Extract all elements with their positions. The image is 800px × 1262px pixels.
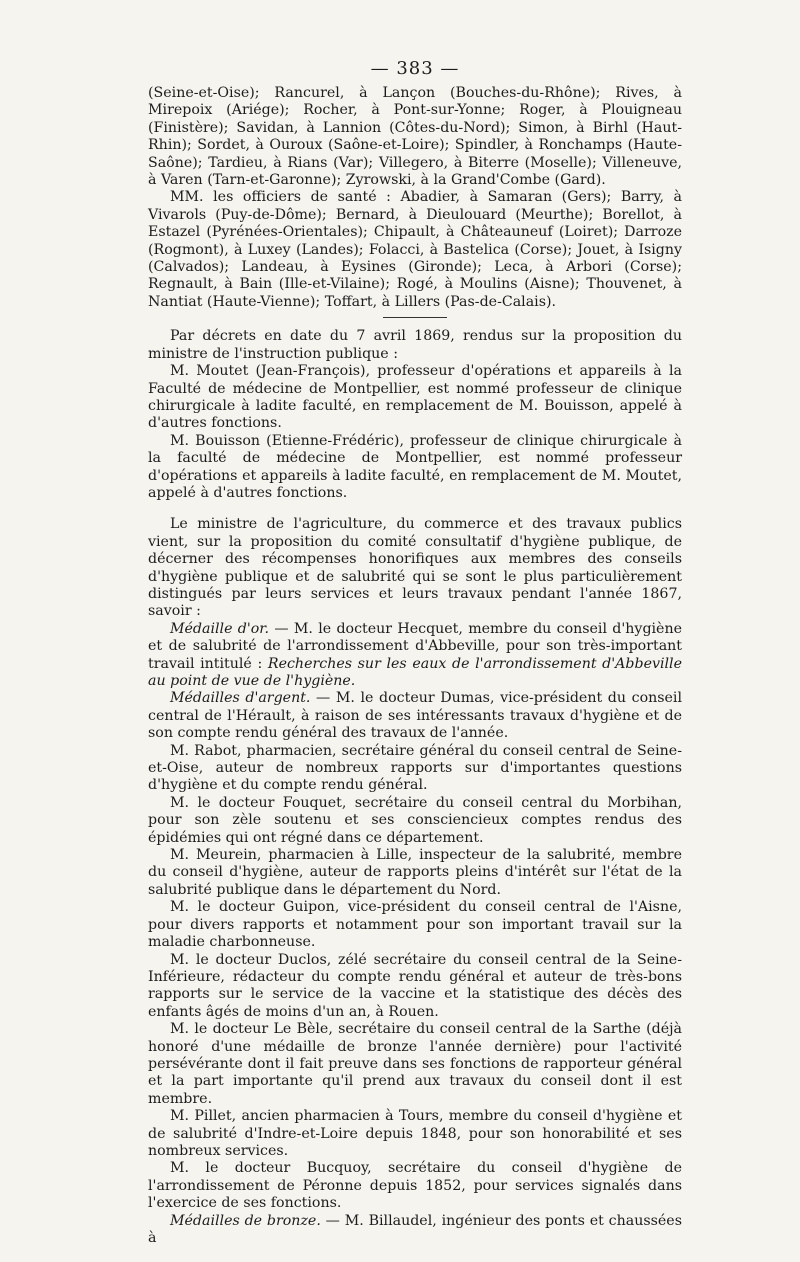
list-paragraph-2: MM. les officiers de santé : Abadier, à Samaran (Gers); Barry, à Vivarols (Puy-de-Dôme); Bernard, à Dieulouard (Meurthe); Borellot, à Estazel (Pyrénées-Orientales); Chipault, à Châteauneuf (Loiret); Darroze (Rogmont), à Luxey (Landes); Folacci, à Bastelica (Corse); Jouet, à Isigny (Calvados); Landeau, à Eysines (Gironde); Leca, à Arbori (Corse); Regnault, à Bain (Ille-et-Vilaine); Rogé, à Moulins (Aisne); Thouvenet, à Nantiat (Haute-Vienne); Toffart, à Lillers (Pas-de-Calais). — [148, 189, 682, 310]
award-paragraph-fouquet: M. le docteur Fouquet, secrétaire du conseil central du Morbihan, pour son zèle soutenu et ses consciencieux comptes rendus des épidémies qui ont régné dans ce département. — [148, 794, 682, 846]
award-paragraph-meurein: M. Meurein, pharmacien à Lille, inspecteur de la salubrité, membre du conseil d'hygiène, auteur de rapports pleins d'intérêt sur l'état de la salubrité publique dans le département du Nord. — [148, 847, 682, 898]
decree-bouisson: M. Bouisson (Etienne-Frédéric), professeur de clinique chirurgicale à la faculté de médecine de Montpellier, est nommé professeur d'opérations et appareils à ladite faculté, en remplacement de M. Moutet, appelé à d'autres fonctions. — [148, 432, 682, 501]
decree-moutet: M. Moutet (Jean-François), professeur d'opérations et appareils à la Faculté de médecine de Montpellier, est nommé professeur de clinique chirurgicale à ladite faculté, en remplacement de M. Bouisson, appelé à d'autres fonctions. — [148, 363, 682, 432]
page-number: — 383 — — [370, 58, 460, 79]
medailles-argent-text: — M. le docteur Dumas, vice-président du conseil central de l'Hérault, à raison de ses intéressants travaux d'hygiène et de son compte rendu général des travaux de l'année. — [148, 690, 682, 742]
medailles-bronze-label: Médailles de bronze. — [170, 1212, 321, 1229]
decree-intro: Par décrets en date du 7 avril 1869, rendus sur la proposition du ministre de l'instruction publique : — [148, 328, 682, 362]
award-paragraph-duclos: M. le docteur Duclos, zélé secrétaire du conseil central de la Seine-Inférieure, rédacteur du compte rendu général et auteur de très-bons rapports sur le service de la vaccine et la statistique des décès des enfants âgés de moins d'un an, à Rouen. — [148, 951, 682, 1020]
medailles-argent-paragraph — [148, 690, 682, 742]
award-paragraph-bucquoy: M. le docteur Bucquoy, secrétaire du conseil d'hygiène de l'arrondissement de Péronne depuis 1852, pour services signalés dans l'exercice de ses fonctions. — [148, 1160, 682, 1212]
medaille-or-text: — M. le docteur Hecquet, membre du conseil d'hygiène et de salubrité de l'arrondissement d'Abbeville, pour son très-important travail intitulé : — [148, 620, 682, 672]
award-paragraph-pillet: M. Pillet, ancien pharmacien à Tours, membre du conseil d'hygiène et de salubrité d'Indre-et-Loire depuis 1848, pour son honorabilité et ses nombreux services. — [148, 1108, 682, 1159]
medailles-argent-label: Médailles d'argent. — [170, 690, 311, 707]
awards-intro: Le ministre de l'agriculture, du commerce et des travaux publics vient, sur la proposition du comité consultatif d'hygiène publique, de décerner des récompenses honorifiques aux membres des conseils d'hygiène publique et de salubrité qui se sont le plus particulièrement distingués par leurs services et leurs travaux pendant l'année 1867, savoir : — [148, 516, 682, 620]
award-paragraph-lebele: M. le docteur Le Bèle, secrétaire du conseil central de la Sarthe (déjà honoré d'une médaille de bronze l'année dernière) pour l'activité persévérante dont il fait preuve dans ses fonctions de rapporteur général et la part importante qu'il prend aux travaux du conseil dont il est membre. — [148, 1021, 682, 1107]
award-paragraph-rabot: M. Rabot, pharmacien, secrétaire général du conseil central de Seine-et-Oise, auteur de nombreux rapports sur d'importantes questions d'hygiène et du compte rendu général. — [148, 742, 682, 794]
medailles-bronze-paragraph — [148, 1213, 682, 1248]
section-divider — [383, 317, 447, 318]
medaille-or-label: Médaille d'or. — [170, 620, 270, 637]
medaille-or-paragraph — [148, 621, 682, 691]
award-paragraph-guipon: M. le docteur Guipon, vice-président du conseil central de l'Aisne, pour divers rapports et notamment pour son important travail sur la maladie charbonneuse. — [148, 899, 682, 951]
list-paragraph-1: (Seine-et-Oise); Rancurel, à Lançon (Bouches-du-Rhône); Rives, à Mirepoix (Ariége); Rocher, à Pont-sur-Yonne; Roger, à Plouigneau (Finistère); Savidan, à Lannion (Côtes-du-Nord); Simon, à Birhl (Haut-Rhin); Sordet, à Ouroux (Saône-et-Loire); Spindler, à Ronchamps (Haute-Saône); Tardieu, à Rians (Var); Villegero, à Biterre (Moselle); Villeneuve, à Varen (Tarn-et-Garonne); Zyrowski, à la Grand'Combe (Gard). — [148, 85, 682, 189]
medaille-or-title: Recherches sur les eaux de l'arrondissement d'Abbeville au point de vue de l'hygiène. — [148, 655, 682, 689]
medailles-bronze-text: — M. Billaudel, ingénieur des ponts et chaussées à — [148, 1212, 682, 1246]
